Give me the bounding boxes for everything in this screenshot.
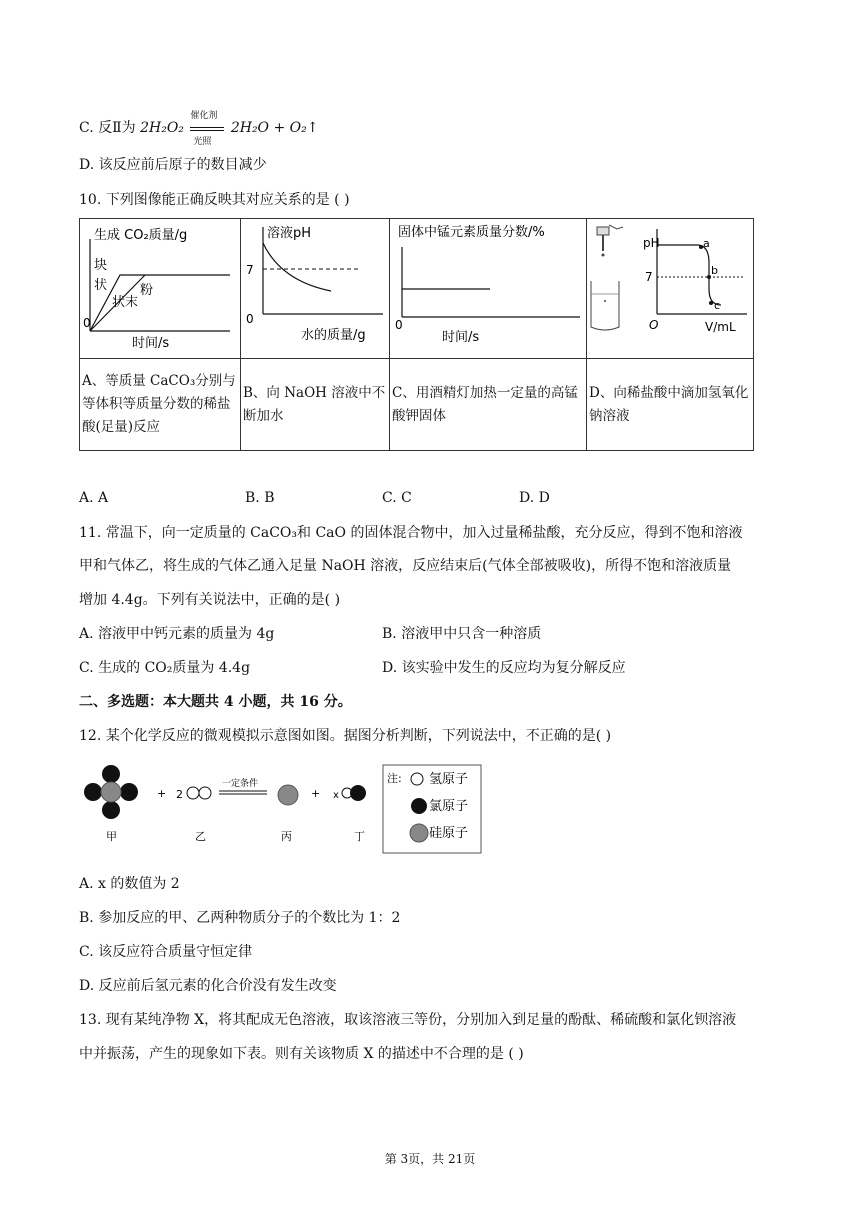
desc-c: C、用酒精灯加热一定量的高锰酸钾固体 [390, 359, 587, 451]
q12-reaction-diagram [79, 760, 489, 860]
svg-text:丙: 丙 [281, 830, 292, 843]
molecule-jia [84, 765, 138, 819]
q13-line1: 13. 现有某纯净物 X，将其配成无色溶液，取该溶液三等份，分别加入到足量的酚酞、稀硫酸和氯化钡溶液 [79, 1012, 737, 1028]
q11-option-b: B. 溶液甲中只含一种溶质 [382, 626, 542, 642]
q10-option-a: A. A [79, 490, 109, 506]
svg-text:乙: 乙 [195, 830, 206, 843]
svg-text:时间/s: 时间/s [132, 336, 170, 351]
graph-d-cell [587, 219, 754, 359]
q12-option-b: B. 参加反应的甲、乙两种物质分子的个数比为 1：2 [79, 910, 401, 926]
eq-condition: 催化剂 光照 [188, 118, 226, 138]
svg-text:一定条件: 一定条件 [222, 779, 259, 789]
q11-line1: 11. 常温下，向一定质量的 CaCO₃和 CaO 的固体混合物中，加入过量稀盐酸，充分反应，得到不饱和溶液 [79, 525, 743, 541]
graph-d [587, 219, 753, 354]
q9-option-c: C. 反Ⅱ为 2H₂O₂ 催化剂 光照 2H₂O + O₂↑ [79, 111, 319, 147]
svg-text:时间/s: 时间/s [442, 330, 480, 345]
svg-text:丁: 丁 [354, 830, 365, 843]
desc-d: D、向稀盐酸中滴加氢氧化钠溶液 [587, 359, 754, 451]
q12-option-d: D. 反应前后氢元素的化合价没有发生改变 [79, 978, 337, 994]
graph-b-cell [241, 219, 390, 359]
q12-stem: 12. 某个化学反应的微观模拟示意图如图。据图分析判断，下列说法中，不正确的是( ) [79, 728, 612, 744]
q10-option-b: B. B [245, 490, 275, 506]
svg-text:水的质量/g: 水的质量/g [301, 328, 366, 343]
svg-text:状: 状 [94, 278, 108, 293]
eq-right: 2H₂O + O₂↑ [230, 120, 319, 136]
graph-a [80, 219, 240, 354]
q10-option-c: C. C [382, 490, 412, 506]
svg-text:0: 0 [246, 312, 254, 326]
section-title: 二、多选题：本大题共 4 小题，共 16 分。 [79, 694, 352, 710]
svg-text:注:: 注: [387, 772, 402, 785]
svg-text:V/mL: V/mL [705, 320, 736, 334]
q11-option-d: D. 该实验中发生的反应均为复分解反应 [382, 660, 626, 676]
svg-text:7: 7 [246, 263, 254, 277]
graph-c [390, 219, 586, 354]
svg-text:+: + [157, 787, 167, 800]
svg-text:粉: 粉 [140, 283, 154, 298]
q11-line2: 甲和气体乙，将生成的气体乙通入足量 NaOH 溶液，反应结束后(气体全部被吸收)，所得不饱和溶液质量 [79, 558, 732, 574]
svg-text:溶液pH: 溶液pH [267, 226, 312, 241]
q13-line2: 中并振荡，产生的现象如下表。则有关该物质 X 的描述中不合理的是 ( ) [79, 1046, 524, 1062]
q10-stem: 10. 下列图像能正确反映其对应关系的是 ( ) [79, 192, 350, 208]
svg-text:块: 块 [94, 258, 108, 273]
graph-a-cell [80, 219, 241, 359]
q12-option-c: C. 该反应符合质量守恒定律 [79, 944, 253, 960]
q11-option-c: C. 生成的 CO₂质量为 4.4g [79, 660, 251, 676]
desc-b: B、向 NaOH 溶液中不断加水 [241, 359, 390, 451]
svg-text:氢原子: 氢原子 [429, 772, 469, 787]
svg-text:氯原子: 氯原子 [429, 799, 469, 814]
q9-option-d: D. 该反应前后原子的数目减少 [79, 157, 267, 173]
graph-c-cell [390, 219, 587, 359]
svg-text:x: x [333, 790, 339, 801]
desc-a: A、等质量 CaCO₃分别与等体积等质量分数的稀盐酸(足量)反应 [80, 359, 241, 451]
svg-text:状末: 状末 [112, 295, 139, 310]
svg-text:O: O [649, 318, 659, 332]
dropper-beaker-icon [591, 225, 623, 330]
eq-left: 2H₂O₂ [140, 120, 184, 136]
svg-text:c: c [714, 299, 721, 312]
q11-line3: 增加 4.4g。下列有关说法中，正确的是( ) [79, 592, 341, 608]
svg-text:固体中锰元素质量分数/%: 固体中锰元素质量分数/% [398, 225, 545, 240]
svg-text:a: a [703, 237, 710, 250]
graph-b [241, 219, 389, 354]
q12-option-a: A. x 的数值为 2 [79, 876, 180, 892]
svg-text:0: 0 [83, 316, 91, 330]
svg-text:b: b [711, 264, 718, 277]
svg-text:硅原子: 硅原子 [429, 826, 469, 841]
svg-text:7: 7 [645, 270, 653, 284]
svg-text:生成 CO₂质量/g: 生成 CO₂质量/g [94, 228, 188, 243]
svg-text:pH: pH [643, 236, 660, 250]
svg-text:+: + [311, 787, 321, 800]
page-footer: 第 3页，共 21页 [384, 1152, 476, 1166]
svg-text:甲: 甲 [106, 830, 117, 843]
q10-option-d: D. D [519, 490, 550, 506]
q10-table [79, 218, 754, 451]
svg-text:2: 2 [176, 788, 183, 801]
q11-option-a: A. 溶液甲中钙元素的质量为 4g [79, 626, 275, 642]
svg-text:0: 0 [395, 318, 403, 332]
